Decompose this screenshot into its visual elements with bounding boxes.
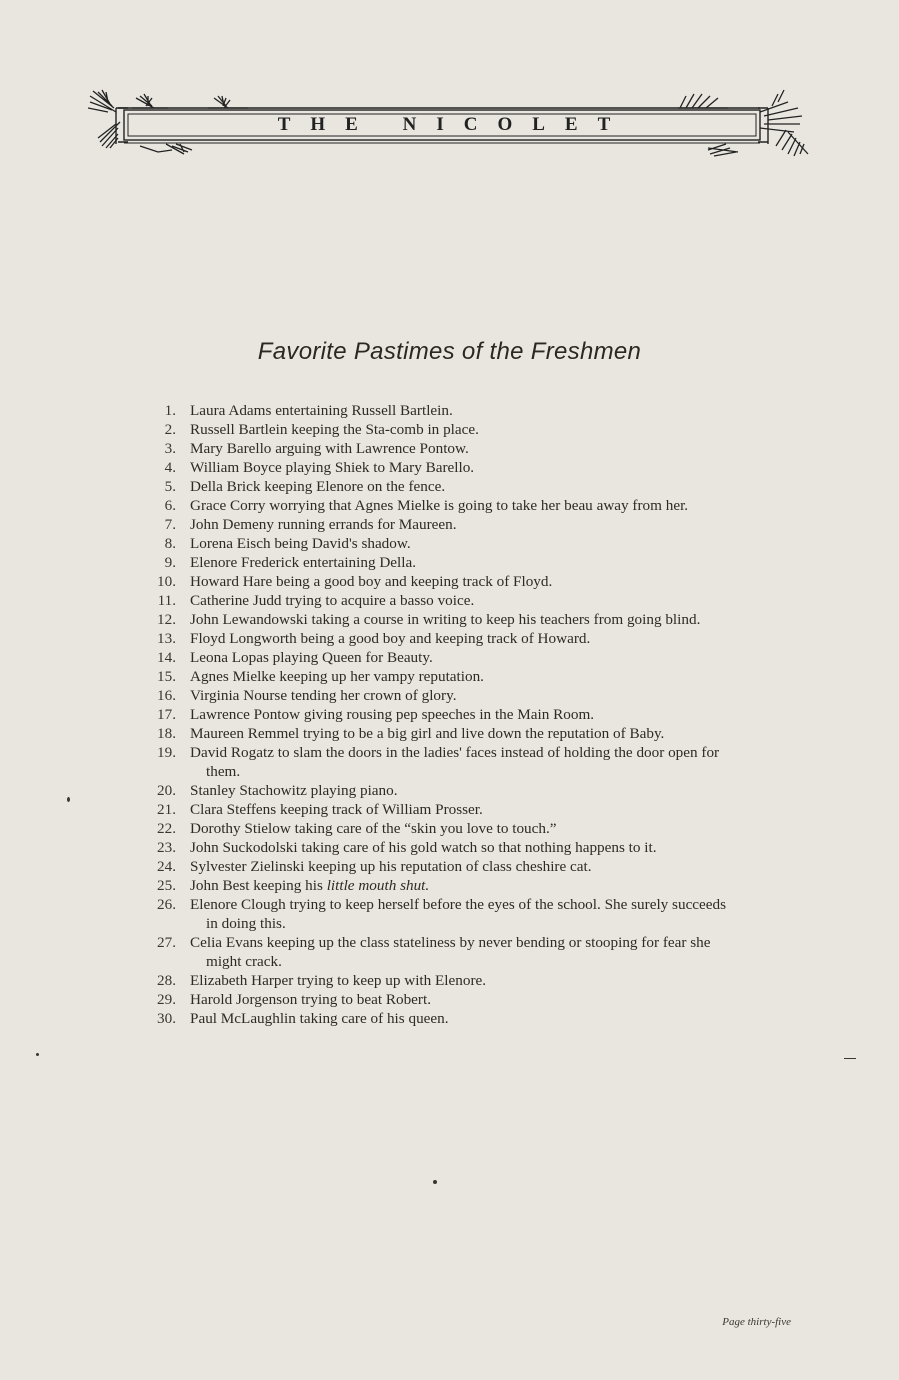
item-number: 26.: [157, 896, 176, 913]
item-text: Russell Bartlein keeping the Sta-comb in place.: [190, 421, 479, 438]
list-item: [0, 857, 899, 876]
item-number: 11.: [157, 592, 176, 609]
list-item: [0, 477, 899, 496]
item-number: 18.: [157, 725, 176, 742]
item-number: 13.: [157, 630, 176, 647]
list-item: [0, 458, 899, 477]
ink-speck: [67, 797, 70, 802]
item-number: 19.: [157, 744, 176, 761]
item-text: Paul McLaughlin taking care of his queen.: [190, 1010, 449, 1027]
ink-speck: [433, 1180, 437, 1184]
item-number: 30.: [157, 1010, 176, 1027]
item-number: 29.: [157, 991, 176, 1008]
item-number: 22.: [157, 820, 176, 837]
item-number: 25.: [157, 877, 176, 894]
item-text: Agnes Mielke keeping up her vampy reputation.: [190, 668, 484, 685]
item-text: [190, 876, 730, 895]
item-text: Grace Corry worrying that Agnes Mielke is going to take her beau away from her.: [190, 497, 689, 514]
item-text: Lorena Eisch being David's shadow.: [190, 535, 411, 552]
item-text: Sylvester Zielinski keeping up his reputation of class cheshire cat.: [190, 858, 592, 875]
item-text: Catherine Judd trying to acquire a basso voice.: [190, 592, 475, 609]
list-item: [0, 420, 899, 439]
item-text: Stanley Stachowitz playing piano.: [190, 782, 398, 799]
list-item: [0, 819, 899, 838]
list-item: [0, 895, 899, 933]
item-number: 7.: [164, 516, 176, 533]
item-number: 3.: [164, 440, 176, 457]
item-text: Lawrence Pontow giving rousing pep speeches in the Main Room.: [190, 706, 595, 723]
item-number: 24.: [157, 858, 176, 875]
item-number: 14.: [157, 649, 176, 666]
list-item: [0, 648, 899, 667]
list-item: [0, 971, 899, 990]
item-text-plain: John Best keeping his: [190, 877, 327, 894]
list-item: [0, 439, 899, 458]
item-number: 5.: [164, 478, 176, 495]
item-number: 10.: [157, 573, 176, 590]
list-item: [0, 401, 899, 420]
item-text: Virginia Nourse tending her crown of glory.: [190, 687, 457, 704]
list-item: [0, 515, 899, 534]
masthead-title: THE NICOLET: [277, 114, 631, 135]
list-item: [0, 667, 899, 686]
margin-mark: [844, 1058, 856, 1059]
item-text: Howard Hare being a good boy and keeping track of Floyd.: [190, 573, 553, 590]
item-text-italic: little mouth shut.: [326, 877, 430, 894]
item-number: 16.: [157, 687, 176, 704]
item-number: 1.: [164, 402, 176, 419]
page-number-footer: Page thirty-five: [722, 1316, 791, 1328]
item-number: 15.: [157, 668, 176, 685]
item-text: William Boyce playing Shiek to Mary Barello.: [190, 459, 475, 476]
list-item: [0, 838, 899, 857]
item-number: 2.: [164, 421, 176, 438]
item-text: Dorothy Stielow taking care of the “skin you love to touch.”: [190, 820, 557, 837]
item-number: 21.: [157, 801, 176, 818]
item-number: 4.: [164, 459, 176, 476]
list-item: [0, 686, 899, 705]
page-title: Favorite Pastimes of the Freshmen: [257, 338, 642, 365]
list-item: [0, 534, 899, 553]
item-text: Della Brick keeping Elenore on the fence.: [190, 478, 446, 495]
list-item: [0, 572, 899, 591]
item-text: Laura Adams entertaining Russell Bartlein.: [190, 402, 453, 419]
item-text: John Suckodolski taking care of his gold watch so that nothing happens to it.: [190, 839, 657, 856]
item-text: Elenore Frederick entertaining Della.: [190, 554, 417, 571]
list-item: [0, 724, 899, 743]
list-item: [0, 629, 899, 648]
item-number: 20.: [157, 782, 176, 799]
item-text: John Demeny running errands for Maureen.: [190, 516, 457, 533]
list-item: [0, 553, 899, 572]
list-item: [0, 933, 899, 971]
item-text: Harold Jorgenson trying to beat Robert.: [190, 991, 431, 1008]
item-text: Maureen Remmel trying to be a big girl and live down the reputation of Baby.: [190, 725, 665, 742]
item-text: Elizabeth Harper trying to keep up with Elenore.: [190, 972, 487, 989]
list-item: [0, 876, 899, 895]
list-item: [0, 610, 899, 629]
list-item: [0, 781, 899, 800]
item-number: 27.: [157, 934, 176, 951]
item-number: 12.: [157, 611, 176, 628]
list-item: [0, 800, 899, 819]
item-number: 28.: [157, 972, 176, 989]
item-text: David Rogatz to slam the doors in the ladies' faces instead of holding the door open for them.: [190, 744, 720, 780]
list-item: [0, 705, 899, 724]
item-number: 9.: [164, 554, 176, 571]
item-text: Celia Evans keeping up the class stateliness by never bending or stooping for fear she might crack.: [190, 934, 711, 970]
item-text: Floyd Longworth being a good boy and keeping track of Howard.: [190, 630, 591, 647]
list-item: [0, 1009, 899, 1028]
list-item: [0, 743, 899, 781]
item-text: John Lewandowski taking a course in writing to keep his teachers from going blind.: [190, 611, 701, 628]
item-number: 8.: [164, 535, 176, 552]
item-text: Clara Steffens keeping track of William Prosser.: [190, 801, 483, 818]
item-text: Elenore Clough trying to keep herself before the eyes of the school. She surely succeeds in doing this.: [190, 896, 727, 932]
item-number: 17.: [157, 706, 176, 723]
item-number: 23.: [157, 839, 176, 856]
list-item: [0, 990, 899, 1009]
ink-speck: [36, 1053, 39, 1056]
pastimes-list: [0, 401, 899, 1028]
list-item: [0, 591, 899, 610]
list-item: [0, 496, 899, 515]
item-text: Leona Lopas playing Queen for Beauty.: [190, 649, 433, 666]
item-text: Mary Barello arguing with Lawrence Pontow.: [190, 440, 469, 457]
item-number: 6.: [164, 497, 176, 514]
masthead: [88, 88, 810, 160]
